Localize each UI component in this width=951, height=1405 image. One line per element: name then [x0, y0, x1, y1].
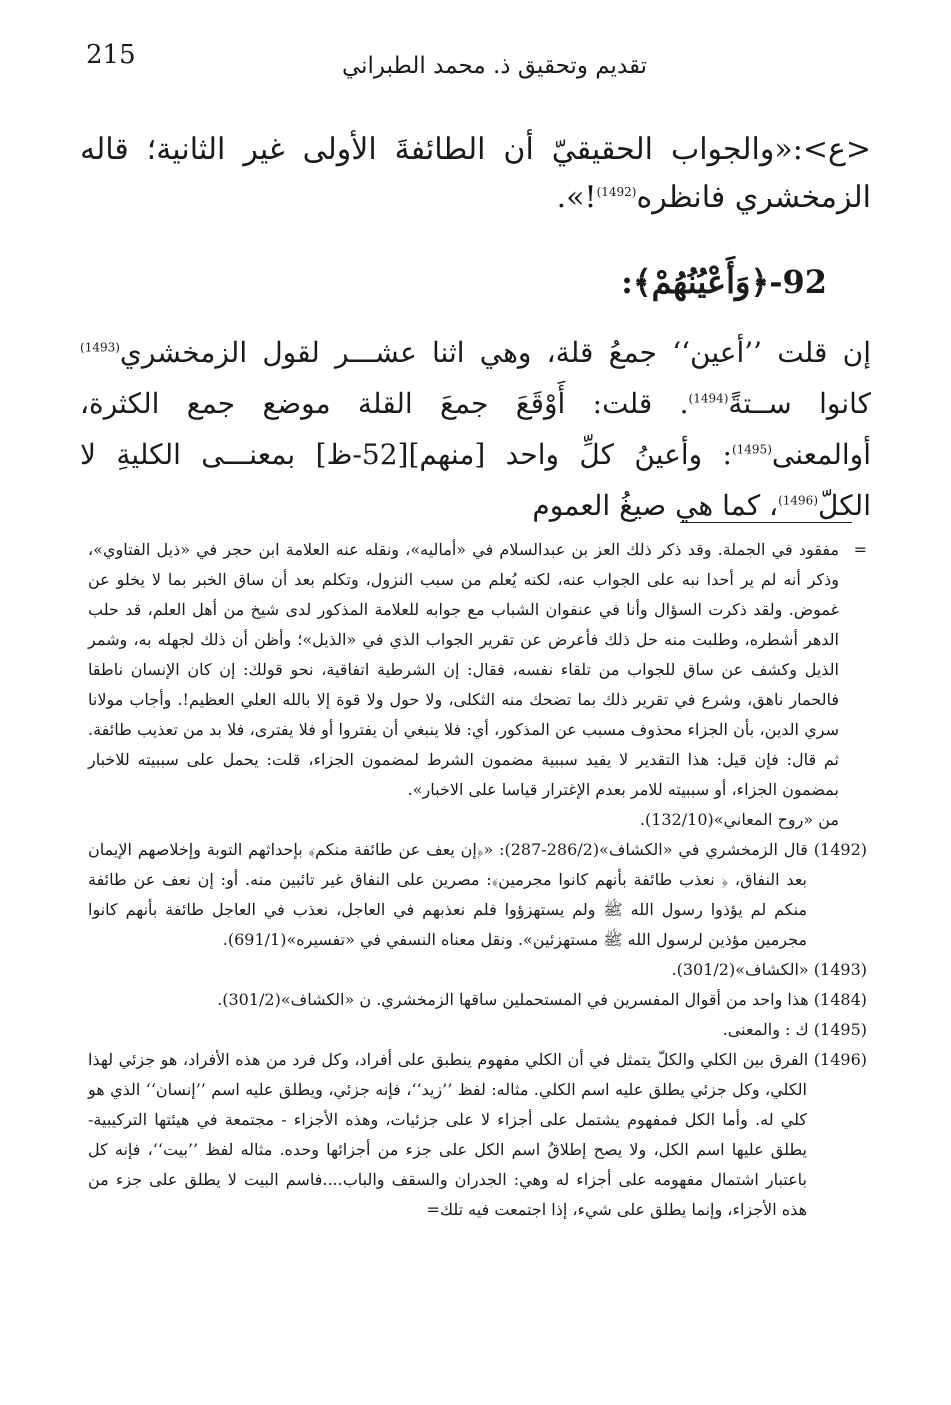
body-paragraph-2	[80, 327, 871, 531]
continuation-marker: =	[853, 540, 867, 559]
para1-end: !».	[556, 180, 597, 215]
para2-s2: كانوا ســتةً	[728, 387, 871, 420]
continuation-text: مفقود في الجملة. وقد ذكر ذلك العز بن عبدالسلام في «أماليه»، ونقله عنه العلامة ابن حجر في «ذيل الفتاوي»، وذكر أنه لم ير أحدا نبه على الجواب عنه، لكنه يُعلم من سبب النزول، وتكلم بعد أن ساق الخبر بما لا يخلو عن غموض. ولقد ذكرت السؤال وأنا في عنفوان الشباب مع جوابه للعلامة المذكور لدى شيخ من أهل العلم، قد حلب الدهر أشطره، وطلبت منه حل ذلك فأعرض عن تقرير الجواب الذي في «الذيل»؛ وأظن أن ذلك لجهله به، وشمر الذيل وكشف عن ساق للجواب من تلقاء نفسه، فقال: إن الشرطية اتفاقية، نحو قولك: إن كان الإنسان ناطقا فالحمار ناهق، وشرع في تقرير ذلك بما تضحك منه الثكلى، ولا حول ولا قوة إلا بالله العلي العظيم!. وأجاب مولانا سري الدين، بأن الجزاء محذوف مسبب عن المذكور، أي: فلا ينبغي أن يفتروا أو فلا يفترى، فلا بد من تعذيب طائفة. ثم قال: فإن قيل: هذا التقدير لا يفيد سببية مضمون الشرط لمضمون الجزاء، قلت: يحمل على سببيته للاخبار بمضمون الجزاء، أو سببيته للامر بعدم الإغترار قياسا على الاخبار».	[88, 540, 840, 799]
footnote-ref-1495[interactable]: (1495)	[731, 442, 772, 457]
para1-text: <ع>:«والجواب الحقيقيّ أن الطائفةَ الأولى غير الثانية؛ قاله الزمخشري فانظره	[80, 132, 871, 215]
body-paragraph-1	[80, 126, 871, 222]
para2-s1: إن قلت ’’أعين‘‘ جمعُ قلة، وهي اثنا عشـــر لقول الزمخشري	[119, 336, 871, 369]
footnote-1493: (1493) «الكشاف»(301/2).	[671, 960, 867, 979]
footnote-1495: (1495) ك : والمعنى.	[722, 1020, 867, 1039]
footnote-ref-1493[interactable]: (1493)	[80, 340, 120, 355]
para2-s3: . قلت: أَوْقَعَ جمعَ القلة موضع جمع الكثرة، أوالمعنى	[80, 387, 871, 471]
footnote-1492: (1492) قال الزمخشري في «الكشاف»(286/2-287): «﴿إن يعف عن طائفة منكم﴾ بإحداثهم التوبة وإخلاصهم الإيمان بعد النفاق، ﴿ نعذب طائفة بأنهم كانوا مجرمين﴾: مصرين على النفاق غير تائبين منه. أو: إن نعف عن طائفة منكم لم يؤذوا رسول الله ﷺ ولم يستهزؤوا فلم نعذبهم في العاجل، نعذب في العاجل طائفة بأنهم كانوا مجرمين مؤذين لرسول الله ﷺ مستهزئين». ونقل معناه النسفي في «تفسيره»(691/1).	[88, 840, 867, 949]
footnote-ref-1494[interactable]: (1494)	[688, 391, 729, 406]
footnote-ref-1492[interactable]: (1492)	[596, 185, 637, 199]
footnote-continuation	[88, 535, 867, 805]
para2-s4: : وأعينُ كلِّ واحد [منهم][52-ظ] بمعنـــى الكليةِ لا الكلّ	[80, 438, 871, 522]
section-heading: 92-﴿وَأَعْيُنُهُمْ﴾:	[621, 263, 827, 301]
footnote-separator	[680, 522, 852, 523]
footnote-ref-1496[interactable]: (1496)	[778, 493, 819, 508]
footnote-continuation-source: من «روح المعاني»(132/10).	[639, 810, 839, 829]
page-number: 215	[86, 40, 136, 70]
footnote-1496: (1496) الفرق بين الكلي والكلّ يتمثل في أن الكلي مفهوم ينطبق على أفراد، وكل فرد من هذه الأفراد، هو جزئي لهذا الكلي، وكل جزئي يطلق عليه اسم الكلي. مثاله: لفظ ’’زيد‘‘، فإنه جزئي، ويطلق عليه اسم ’’إنسان‘‘ الذي هو كلي له. وأما الكل فمفهوم يشتمل على أجزاء لا على جزئيات، وهذه الأجزاء - مجتمعة في هيئتها التركيبية- يطلق عليها اسم الكل، ولا يصح إطلاقُ اسم الكل على جزء من أجزائها وحده. مثاله لفظ ’’بيت‘‘، فإنه كل باعتبار اشتمال مفهومه على أجزاء له وهي: الجدران والسقف والباب....فاسم البيت لا يطلق على جزء من هذه الأجزاء، وإنما يطلق على شيء، إذا اجتمعت فيه تلك=	[88, 1050, 867, 1219]
footnotes	[88, 535, 867, 1225]
footnote-1494: (1484) هذا واحد من أقوال المفسرين في المستحملين ساقها الزمخشري. ن «الكشاف»(301/2).	[217, 990, 867, 1009]
para2-s5: ، كما هي صيغُ العموم	[532, 489, 779, 522]
running-title: تقديم وتحقيق ذ. محمد الطبراني	[341, 53, 648, 79]
